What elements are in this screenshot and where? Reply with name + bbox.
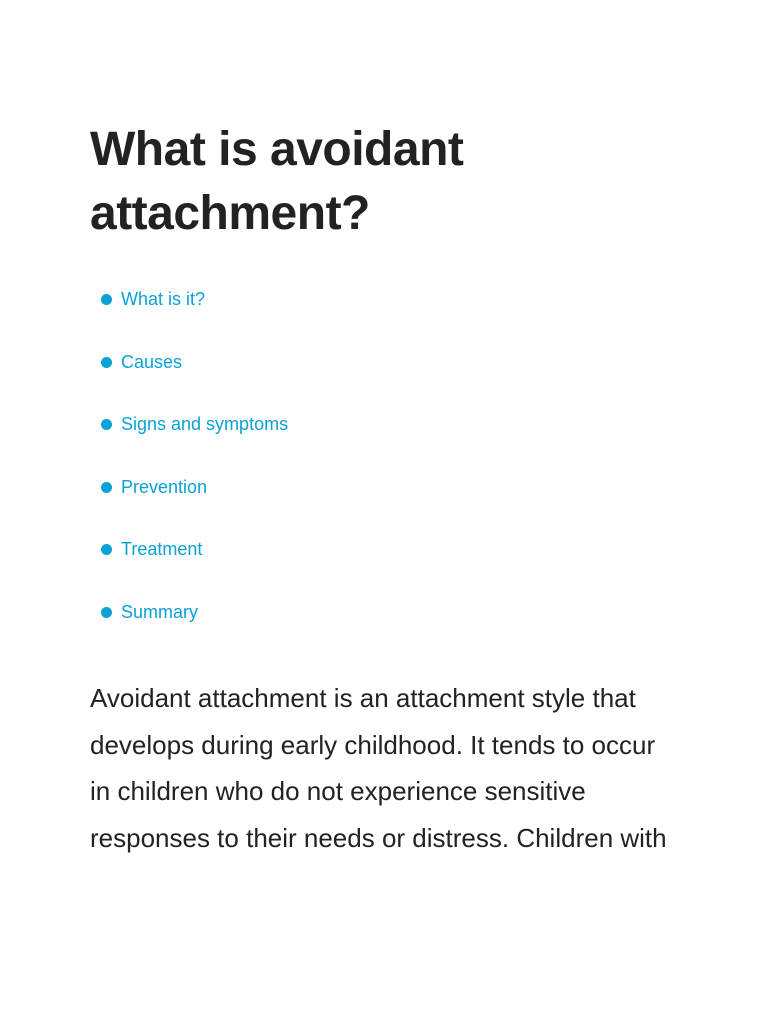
intro-line: responses to their needs or distress. Children with bbox=[90, 822, 667, 853]
toc-item-summary[interactable] bbox=[90, 597, 690, 660]
intro-paragraph bbox=[90, 675, 690, 861]
toc-link-causes[interactable]: Causes bbox=[121, 351, 183, 372]
bullet-dot-icon bbox=[101, 482, 112, 493]
bullet-dot-icon bbox=[101, 607, 112, 618]
bullet-dot-icon bbox=[101, 419, 112, 430]
intro-line: in children who do not experience sensitive bbox=[90, 776, 586, 806]
toc-link-summary[interactable]: Summary bbox=[121, 601, 199, 622]
page-title: What is avoidant attachment? bbox=[90, 123, 464, 240]
intro-line: Avoidant attachment is an attachment style that bbox=[90, 683, 636, 713]
toc-link-what-is-it[interactable]: What is it? bbox=[121, 289, 206, 309]
bullet-dot-icon bbox=[101, 544, 112, 555]
toc-item-causes[interactable] bbox=[90, 347, 690, 410]
toc-item-treatment[interactable] bbox=[90, 534, 690, 597]
intro-line: develops during early childhood. It tends to occur bbox=[90, 729, 656, 760]
bullet-dot-icon bbox=[101, 357, 112, 368]
article bbox=[90, 118, 690, 861]
toc-link-signs-and-symptoms[interactable]: Signs and symptoms bbox=[121, 414, 289, 434]
toc-link-prevention[interactable]: Prevention bbox=[121, 476, 208, 497]
toc-item-signs-and-symptoms[interactable] bbox=[90, 409, 690, 472]
table-of-contents bbox=[90, 284, 690, 659]
toc-item-what-is-it[interactable] bbox=[90, 284, 690, 347]
bullet-dot-icon bbox=[101, 294, 112, 305]
toc-link-treatment[interactable]: Treatment bbox=[121, 539, 203, 559]
toc-item-prevention[interactable] bbox=[90, 472, 690, 535]
